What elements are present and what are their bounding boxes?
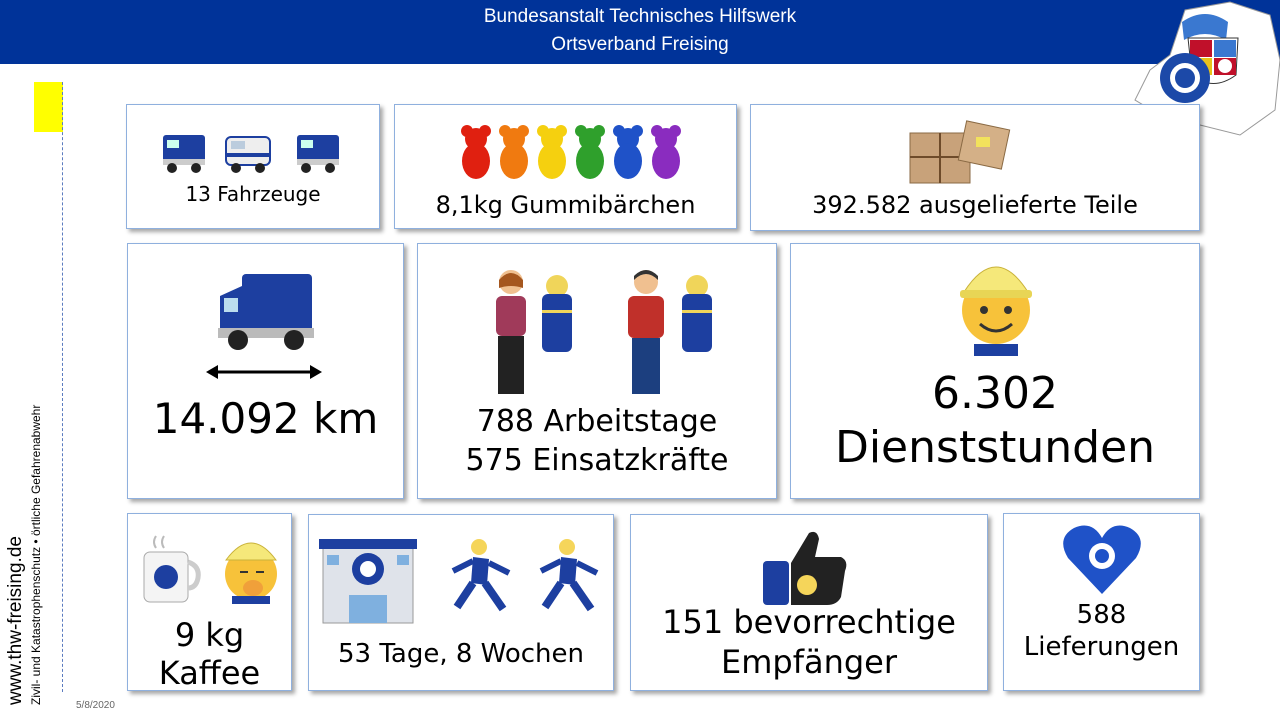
running-helper-icon: [447, 537, 517, 619]
coffee-mug-icon: [140, 532, 202, 606]
website-url[interactable]: www.thw-freising.de: [5, 536, 26, 705]
parcel-icon: [906, 115, 1011, 187]
distance-value: 14.092 km: [152, 394, 379, 443]
slide-date: 5/8/2020: [76, 700, 115, 711]
running-helper-icon: [535, 537, 605, 619]
distance-card: [127, 243, 404, 499]
deliveries-count: 588: [1076, 600, 1127, 630]
recipients-label: Empfänger: [720, 643, 897, 681]
recipients-card: [630, 514, 988, 691]
header-subtitle: Ortsverband Freising: [551, 34, 729, 55]
thw-building-icon: [319, 529, 417, 625]
thw-jacket-icon: [536, 274, 578, 359]
duration-value: 53 Tage, 8 Wochen: [337, 639, 585, 669]
thw-truck-icon: [293, 131, 343, 176]
blue-heart-icon: [1062, 522, 1142, 596]
workforce-card: [417, 243, 777, 499]
coffee-amount: 9 kg: [174, 616, 245, 654]
thw-truck-icon: [159, 131, 209, 176]
gummies-card: [394, 104, 737, 229]
yawning-helmet-face-icon: [220, 530, 282, 604]
duration-card: [308, 514, 614, 691]
hours-card: [790, 243, 1200, 499]
deliveries-label: Lieferungen: [1023, 632, 1180, 662]
thumbs-up-glove-icon: [761, 527, 851, 607]
man-icon: [618, 266, 674, 401]
helmet-face-icon: [956, 250, 1036, 358]
accent-bar: [34, 82, 63, 132]
divider-line: [62, 82, 63, 692]
thw-jacket-icon: [676, 274, 718, 359]
hours-value: 6.302: [932, 368, 1058, 419]
side-caption: [5, 325, 43, 705]
vehicles-card: [126, 104, 380, 229]
woman-icon: [486, 266, 536, 401]
gummy-bear-icon: [455, 121, 685, 183]
double-arrow-icon: [206, 362, 322, 382]
hours-label: Dienststunden: [834, 422, 1156, 473]
vehicles-count: 13 Fahrzeuge: [185, 182, 321, 206]
gummies-amount: 8,1kg Gummibärchen: [435, 191, 696, 219]
coffee-label: Kaffee: [158, 654, 261, 692]
forces-value: 575 Einsatzkräfte: [465, 443, 729, 478]
thw-van-icon: [223, 131, 273, 176]
coffee-card: [127, 513, 292, 691]
recipients-count: 151 bevorrechtige: [662, 603, 956, 641]
thw-truck-icon: [216, 268, 316, 354]
title-banner: [0, 0, 1280, 64]
header-title: Bundesanstalt Technisches Hilfswerk: [483, 6, 797, 27]
deliveries-card: [1003, 513, 1200, 691]
parts-card: [750, 104, 1200, 231]
tagline: Zivil- und Katastrophenschutz • örtliche Gefahrenabwehr: [29, 404, 43, 705]
parts-count: 392.582 ausgelieferte Teile: [812, 191, 1138, 219]
workdays-value: 788 Arbeitstage: [476, 404, 718, 439]
